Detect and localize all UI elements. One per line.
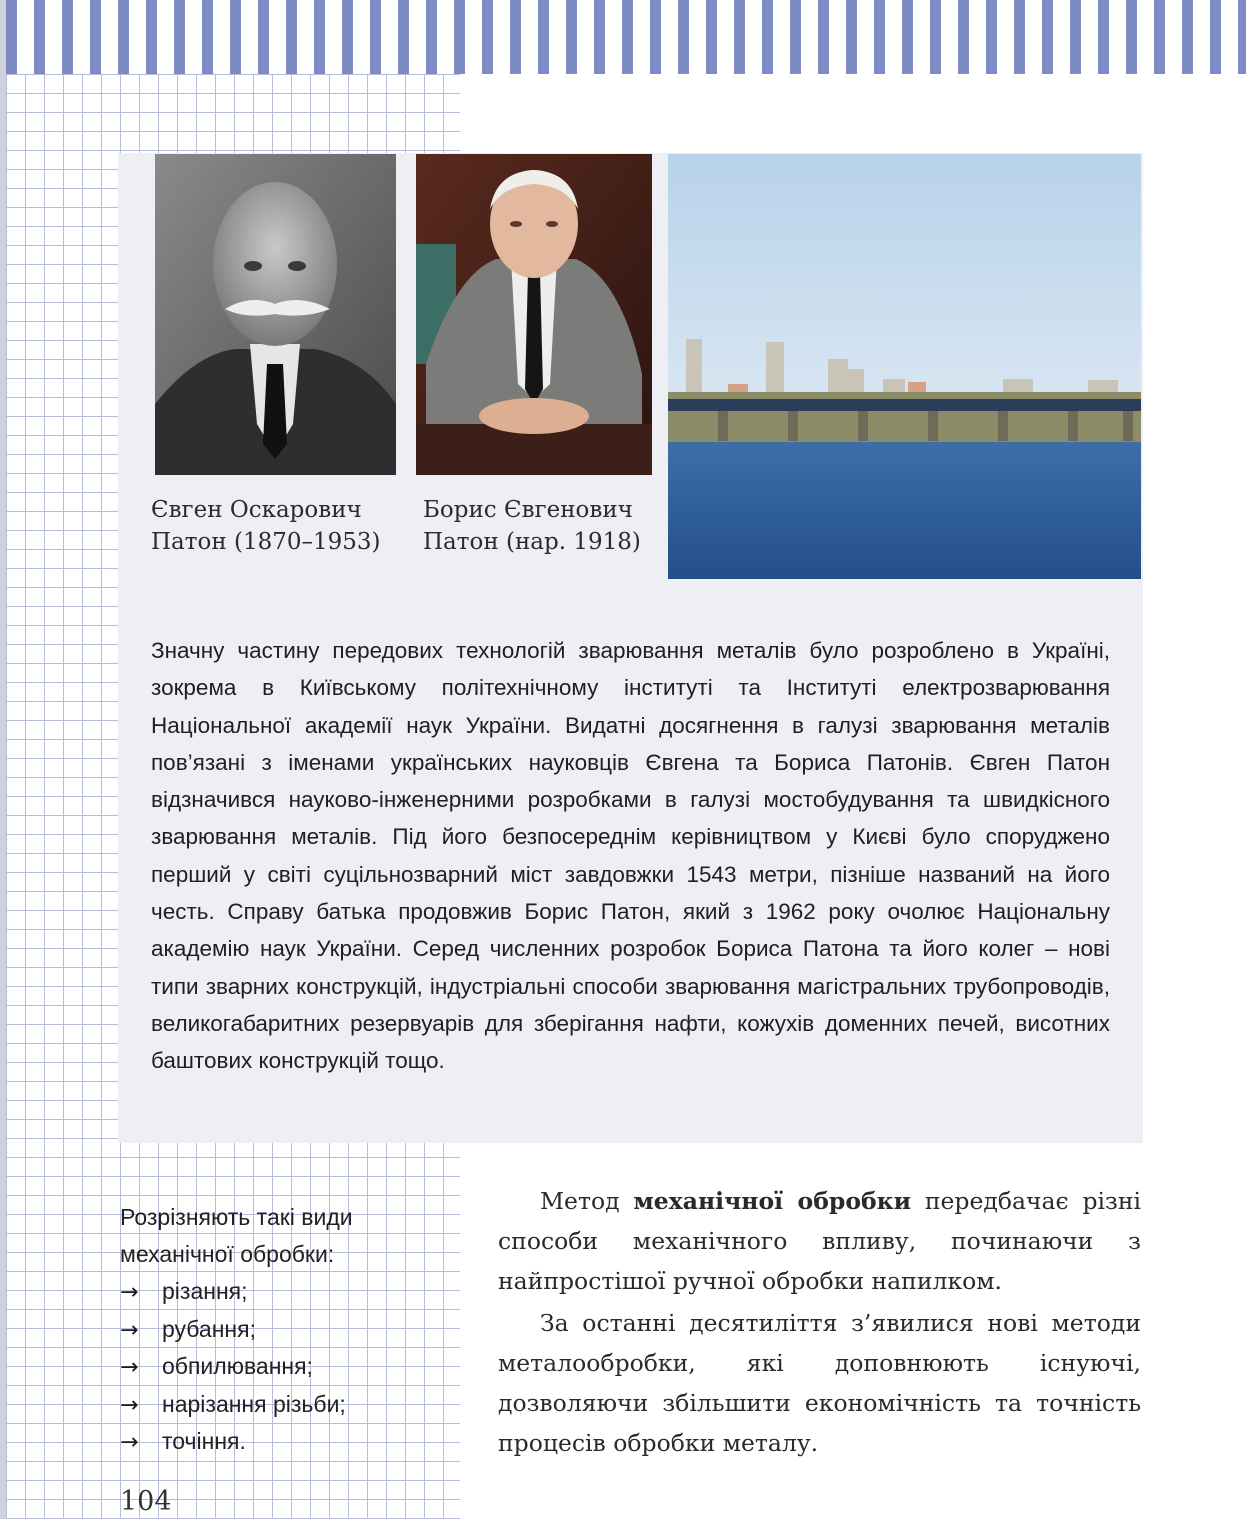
arrow-right-icon: → [120, 1355, 139, 1380]
main-paragraph-1 [498, 1181, 1141, 1301]
caption-line: Євген Оскарович [151, 497, 362, 523]
list-item [120, 1386, 346, 1424]
list-item [120, 1423, 346, 1461]
arrow-right-icon: → [120, 1392, 139, 1418]
decorative-top-stripes [6, 0, 1246, 74]
term-mechanical-processing: механічної обробки [633, 1187, 912, 1215]
arrow-right-icon: → [120, 1280, 139, 1305]
list-item [120, 1273, 346, 1311]
main-paragraph-2: За останні десятиліття з’явилися нові методи металообробки, які доповнюють існуючі, дозволяючи збільшити економічність та точність процесів обробки металу. [498, 1309, 1141, 1457]
portrait-borys-paton [416, 154, 652, 475]
main-text [498, 1181, 1141, 1463]
arrow-right-icon: → [120, 1430, 139, 1455]
caption-line: Патон (1870–1953) [151, 529, 381, 555]
list-item [120, 1311, 346, 1349]
page-number: 104 [120, 1486, 172, 1517]
portrait-yevhen-paton [155, 154, 396, 475]
text-run: передбачає різні способи механічного впливу, починаючи з найпростішої ручної обробки напилком. [498, 1187, 1141, 1295]
history-text [151, 632, 1110, 1080]
text-run: Метод [540, 1187, 634, 1215]
photo-paton-bridge [668, 154, 1141, 579]
machining-types-list [120, 1273, 346, 1461]
list-item-label: обпилювання; [162, 1353, 313, 1379]
arrow-right-icon: → [120, 1317, 139, 1343]
list-item-label: різання; [162, 1278, 248, 1304]
caption-line: Патон (нар. 1918) [423, 529, 641, 555]
caption-line: Борис Євгенович [423, 497, 633, 523]
caption-borys-paton [423, 494, 641, 558]
list-item [120, 1348, 346, 1386]
list-item-label: рубання; [162, 1315, 256, 1342]
list-item-label: точіння. [162, 1428, 246, 1454]
sidebar-intro: Розрізняють такі види механічної обробки: [120, 1204, 353, 1267]
caption-yevhen-paton [151, 494, 381, 558]
list-item-label: нарізання різьби; [162, 1390, 346, 1417]
history-paragraph: Значну частину передових технологій зварювання металів було розроблено в Україні, зокрема в Київському політехнічному інституті та Інституті електрозварювання Національної академії наук України. Видатні досягнення в галузі зварювання металів пов’язані з іменами українських науковців Євгена та Бориса Патонів. Євген Патон відзначився науково-інженерними розробками в галузі мостобудування та швидкісного зварювання металів. Під його безпосереднім керівництвом у Києві було споруджено перший у світі суцільнозварний міст завдовжки 1543 метри, пізніше названий на його честь. Справу батька продовжив Борис Патон, який з 1962 року очолює Національну академію наук України. Серед численних розробок Бориса Патона та його колег – нові типи зварних конструкцій, індустріальні способи зварювання магістральних трубопроводів, великогабаритних резервуарів для зберігання нафти, кожухів доменних печей, висотних баштових конструкцій тощо. [151, 638, 1110, 1074]
